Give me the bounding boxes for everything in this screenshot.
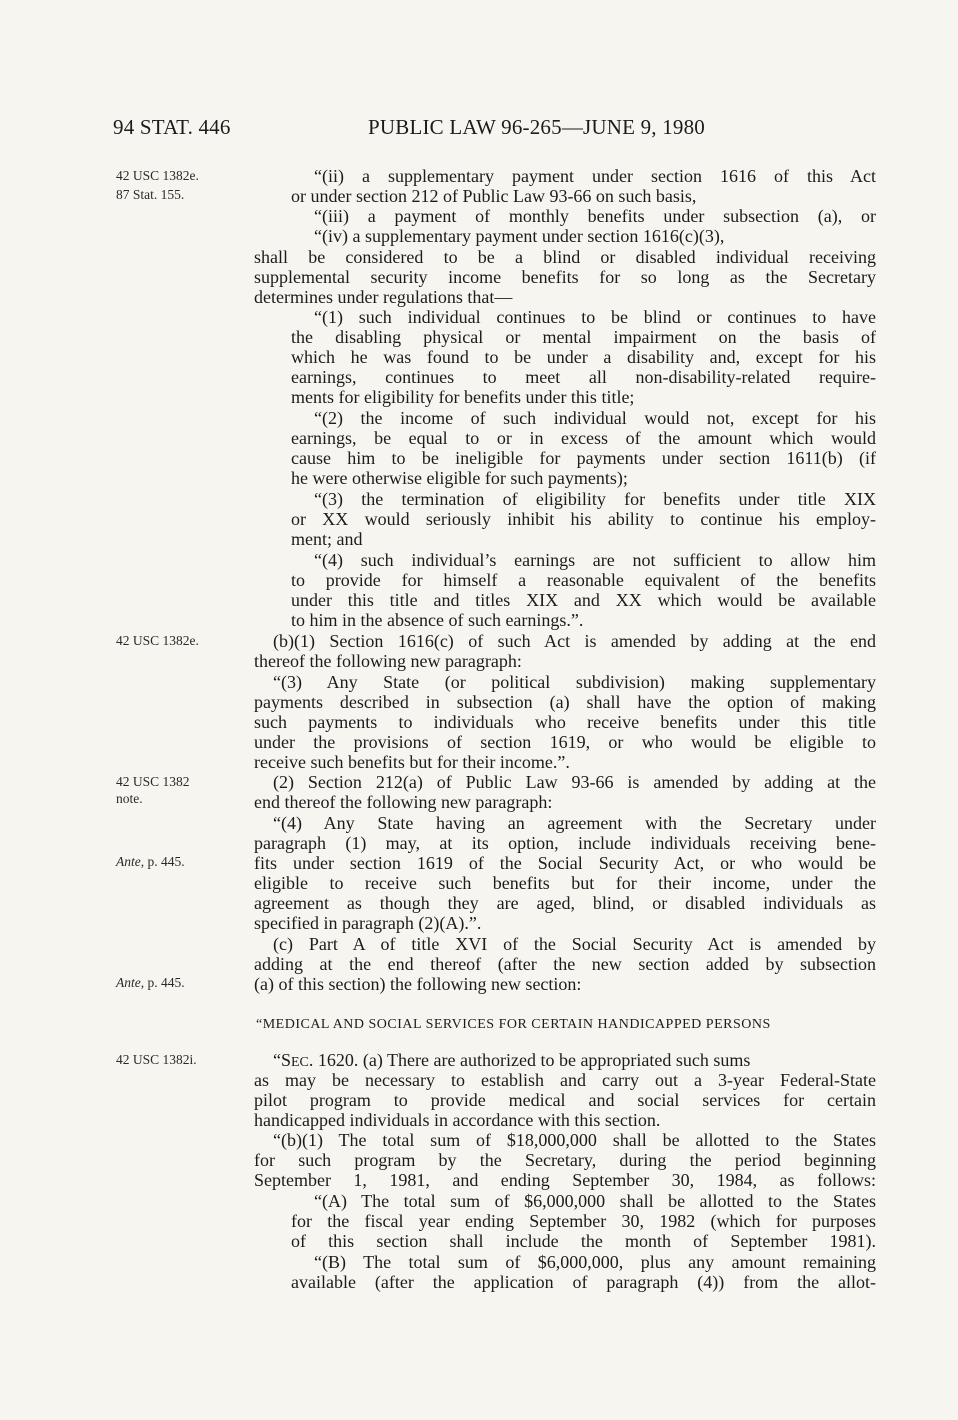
text-line: cause him to be ineligible for payments under section 1611(b) (if	[291, 448, 876, 468]
margin-note-ante-word: Ante,	[116, 854, 145, 869]
text-line: under the provisions of section 1619, or who would be eligible to	[254, 732, 876, 752]
text-line: available (after the application of paragraph (4)) from the allot-	[291, 1272, 876, 1292]
text-line: earnings, be equal to or in excess of the amount which would	[291, 428, 876, 448]
text-line: “(3) Any State (or political subdivision) making supplementary	[273, 672, 876, 692]
text-line: specified in paragraph (2)(A).”.	[254, 913, 482, 933]
text-line: eligible to receive such benefits but for their income, under the	[254, 873, 876, 893]
margin-note-ante-word: Ante,	[116, 975, 145, 990]
text-line: the disabling physical or mental impairment on the basis of	[291, 327, 876, 347]
section-text: . 1620. (a) There are authorized to be appropriated such sums	[308, 1050, 751, 1070]
margin-note-page: p. 445.	[144, 975, 185, 990]
text-line: supplemental security income benefits for so long as the Secretary	[254, 267, 876, 287]
text-line: for the fiscal year ending September 30, 1982 (which for purposes	[291, 1211, 876, 1231]
text-line: “(3) the termination of eligibility for benefits under title XIX	[314, 489, 876, 509]
margin-note-ante	[116, 852, 244, 871]
text-line: (2) Section 212(a) of Public Law 93-66 is amended by adding at the	[273, 772, 876, 792]
text-line: “(iii) a payment of monthly benefits under subsection (a), or	[314, 206, 876, 226]
text-line: “(b)(1) The total sum of $18,000,000 shall be allotted to the States	[273, 1130, 876, 1150]
text-line: agreement as though they are aged, blind, or disabled individuals as	[254, 893, 876, 913]
text-line: September 1, 1981, and ending September 30, 1984, as follows:	[254, 1170, 876, 1190]
margin-note: 87 Stat. 155.	[116, 187, 185, 202]
text-line: fits under section 1619 of the Social Security Act, or who would be	[254, 853, 876, 873]
text-line: of this section shall include the month of September 1981).	[291, 1231, 876, 1251]
text-line: such payments to individuals who receive benefits under this title	[254, 712, 876, 732]
text-line: (a) of this section) the following new section:	[254, 974, 582, 994]
margin-note: 42 USC 1382	[116, 774, 190, 789]
text-line: end thereof the following new paragraph:	[254, 792, 553, 812]
section-opening-line	[273, 1050, 750, 1070]
text-line: thereof the following new paragraph:	[254, 651, 522, 671]
text-line: “(4) Any State having an agreement with the Secretary under	[273, 813, 876, 833]
margin-note-page: p. 445.	[144, 854, 185, 869]
text-line: ments for eligibility for benefits under this title;	[291, 387, 635, 407]
margin-note: 42 USC 1382e.	[116, 633, 199, 648]
text-line: determines under regulations that—	[254, 287, 513, 307]
text-line: “(4) such individual’s earnings are not sufficient to allow him	[314, 550, 876, 570]
text-line: (c) Part A of title XVI of the Social Security Act is amended by	[273, 934, 876, 954]
text-line: payments described in subsection (a) shall have the option of making	[254, 692, 876, 712]
text-line: “(iv) a supplementary payment under section 1616(c)(3),	[314, 226, 725, 246]
text-line: “(ii) a supplementary payment under section 1616 of this Act	[314, 166, 876, 186]
section-ec: EC	[291, 1055, 309, 1070]
text-line: “(1) such individual continues to be blind or continues to have	[314, 307, 876, 327]
section-heading: “MEDICAL AND SOCIAL SERVICES FOR CERTAIN HANDICAPPED PERSONS	[256, 1017, 771, 1032]
text-line: ment; and	[291, 529, 363, 549]
text-line: “(A) The total sum of $6,000,000 shall be allotted to the States	[314, 1191, 876, 1211]
margin-note: 42 USC 1382i.	[116, 1052, 197, 1067]
text-line: earnings, continues to meet all non-disability-related require-	[291, 367, 876, 387]
text-line: or XX would seriously inhibit his ability to continue his employ-	[291, 509, 876, 529]
text-line: to him in the absence of such earnings.”.	[291, 610, 584, 630]
text-line: which he was found to be under a disability and, except for his	[291, 347, 876, 367]
text-line: under this title and titles XIX and XX which would be available	[291, 590, 876, 610]
text-line: receive such benefits but for their income.”.	[254, 752, 570, 772]
page-title: PUBLIC LAW 96-265—JUNE 9, 1980	[368, 115, 706, 139]
text-line: pilot program to provide medical and social services for certain	[254, 1090, 876, 1110]
text-line: shall be considered to be a blind or disabled individual receiving	[254, 247, 876, 267]
text-line: paragraph (1) may, at its option, include individuals receiving bene-	[254, 833, 876, 853]
text-line: “(2) the income of such individual would not, except for his	[314, 408, 876, 428]
text-line: he were otherwise eligible for such payments);	[291, 468, 628, 488]
margin-note-ante	[116, 973, 244, 992]
text-line: for such program by the Secretary, during the period beginning	[254, 1150, 876, 1170]
text-line: to provide for himself a reasonable equivalent of the benefits	[291, 570, 876, 590]
text-line: “(B) The total sum of $6,000,000, plus any amount remaining	[314, 1252, 876, 1272]
text-line: adding at the end thereof (after the new section added by subsection	[254, 954, 876, 974]
page-reference: 94 STAT. 446	[113, 115, 231, 139]
section-quote-s: “S	[273, 1050, 291, 1070]
text-line: handicapped individuals in accordance with this section.	[254, 1110, 661, 1130]
text-line: as may be necessary to establish and carry out a 3-year Federal-State	[254, 1070, 876, 1090]
margin-note: 42 USC 1382e.	[116, 168, 199, 183]
text-line: or under section 212 of Public Law 93-66 on such basis,	[291, 186, 697, 206]
margin-note: note.	[116, 791, 143, 806]
text-line: (b)(1) Section 1616(c) of such Act is amended by adding at the end	[273, 631, 876, 651]
